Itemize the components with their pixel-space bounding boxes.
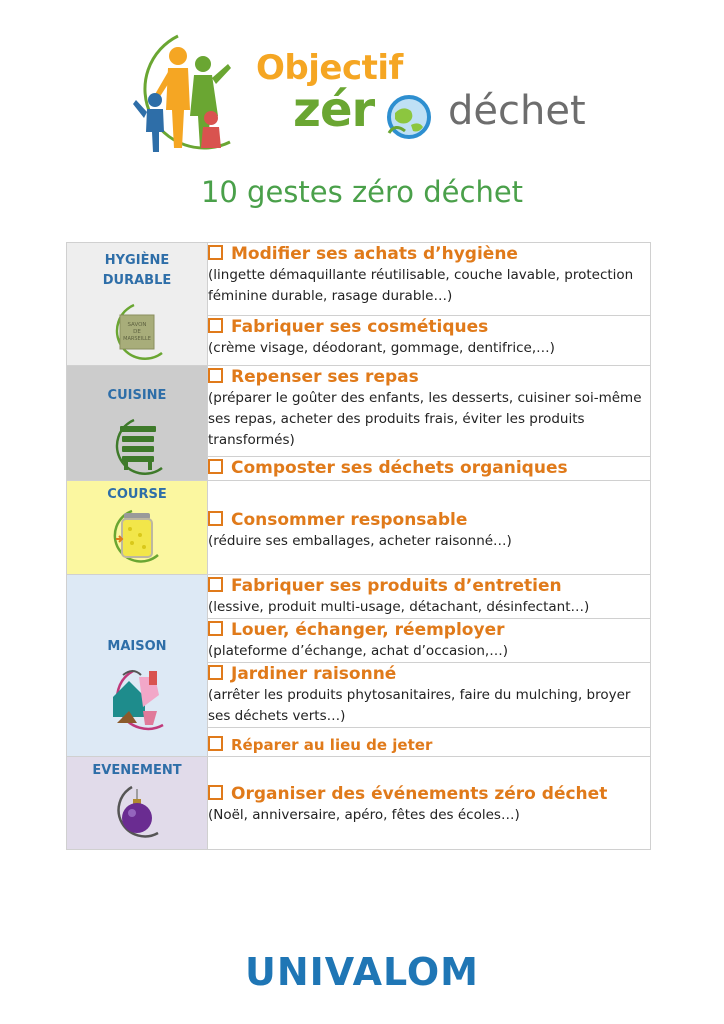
geste-title: Consommer responsable — [208, 509, 650, 531]
checkbox-icon[interactable] — [208, 785, 223, 800]
christmas-ornament-icon — [102, 783, 172, 843]
category-cuisine — [67, 366, 208, 481]
header-logo — [118, 30, 598, 160]
table-row — [67, 757, 651, 850]
category-label-hygiene: HYGIÈNE DURABLE — [102, 253, 172, 288]
geste-description: (Noël, anniversaire, apéro, fêtes des écoles…) — [208, 807, 520, 823]
gestes-table — [66, 242, 651, 850]
house-exchange-icon — [99, 667, 175, 737]
category-label-cuisine: CUISINE — [107, 388, 167, 403]
family-icon — [118, 30, 238, 158]
category-label-course: COURSE — [107, 487, 167, 502]
geste-item — [208, 619, 651, 663]
logo-objectif-text: Objectif — [256, 48, 403, 88]
checkbox-icon[interactable] — [208, 245, 223, 260]
footer-logo — [0, 950, 724, 994]
globe-icon — [385, 93, 433, 141]
table-row — [67, 481, 651, 575]
geste-title: Composter ses déchets organiques — [208, 457, 650, 479]
geste-title: Fabriquer ses produits d’entretien — [208, 575, 650, 597]
checkbox-icon[interactable] — [208, 511, 223, 526]
geste-title: Repenser ses repas — [208, 366, 650, 388]
logo-zero-text: zér — [293, 82, 375, 138]
geste-item — [208, 456, 651, 480]
category-evenement — [67, 757, 208, 850]
checkbox-icon[interactable] — [208, 665, 223, 680]
geste-item — [208, 243, 651, 316]
compost-bin-icon — [102, 416, 172, 480]
geste-item — [208, 481, 651, 575]
brand-name: UNIVALOM — [244, 950, 479, 994]
geste-item — [208, 663, 651, 728]
checkbox-icon[interactable] — [208, 736, 223, 751]
geste-item — [208, 366, 651, 457]
geste-item — [208, 757, 651, 850]
checkbox-icon[interactable] — [208, 577, 223, 592]
geste-description: (arrêter les produits phytosanitaires, faire du mulching, broyer ses déchets verts…) — [208, 687, 631, 724]
checkbox-icon[interactable] — [208, 459, 223, 474]
svg-text:SAVON: SAVON — [127, 322, 147, 328]
geste-description: (lingette démaquillante réutilisable, couche lavable, protection féminine durable, rasage durable…) — [208, 267, 634, 304]
geste-title: Modifier ses achats d’hygiène — [208, 243, 650, 265]
category-course — [67, 481, 208, 575]
svg-text:MARSEILLE: MARSEILLE — [123, 336, 151, 342]
table-row — [67, 243, 651, 316]
soap-icon — [102, 301, 172, 365]
jar-icon — [102, 507, 172, 565]
geste-title: Louer, échanger, réemployer — [208, 619, 650, 641]
category-label-evenement: EVENEMENT — [92, 763, 182, 778]
geste-title: Jardiner raisonné — [208, 663, 650, 685]
category-hygiene — [67, 243, 208, 366]
geste-description: (réduire ses emballages, acheter raisonné…) — [208, 533, 512, 549]
checkbox-icon[interactable] — [208, 621, 223, 636]
checkbox-icon[interactable] — [208, 318, 223, 333]
geste-title: Fabriquer ses cosmétiques — [208, 316, 650, 338]
geste-description: (plateforme d’échange, achat d’occasion,…) — [208, 643, 508, 659]
svg-text:DE: DE — [133, 329, 141, 335]
geste-title: Réparer au lieu de jeter — [208, 734, 650, 756]
category-label-maison: MAISON — [107, 639, 167, 654]
geste-item — [208, 575, 651, 619]
geste-description: (crème visage, déodorant, gommage, dentifrice,…) — [208, 340, 555, 357]
geste-title: Organiser des événements zéro déchet — [208, 783, 650, 805]
geste-item — [208, 316, 651, 366]
geste-description: (lessive, produit multi-usage, détachant, désinfectant…) — [208, 599, 590, 615]
geste-description: (préparer le goûter des enfants, les desserts, cuisiner soi-même ses repas, acheter des produits frais, éviter les produits transformés) — [208, 390, 642, 448]
category-maison — [67, 575, 208, 757]
logo-dechet-text: déchet — [448, 88, 586, 134]
table-row — [67, 575, 651, 619]
table-row — [67, 366, 651, 457]
geste-item — [208, 728, 651, 757]
page-title: 10 gestes zéro déchet — [200, 175, 524, 209]
checkbox-icon[interactable] — [208, 368, 223, 383]
